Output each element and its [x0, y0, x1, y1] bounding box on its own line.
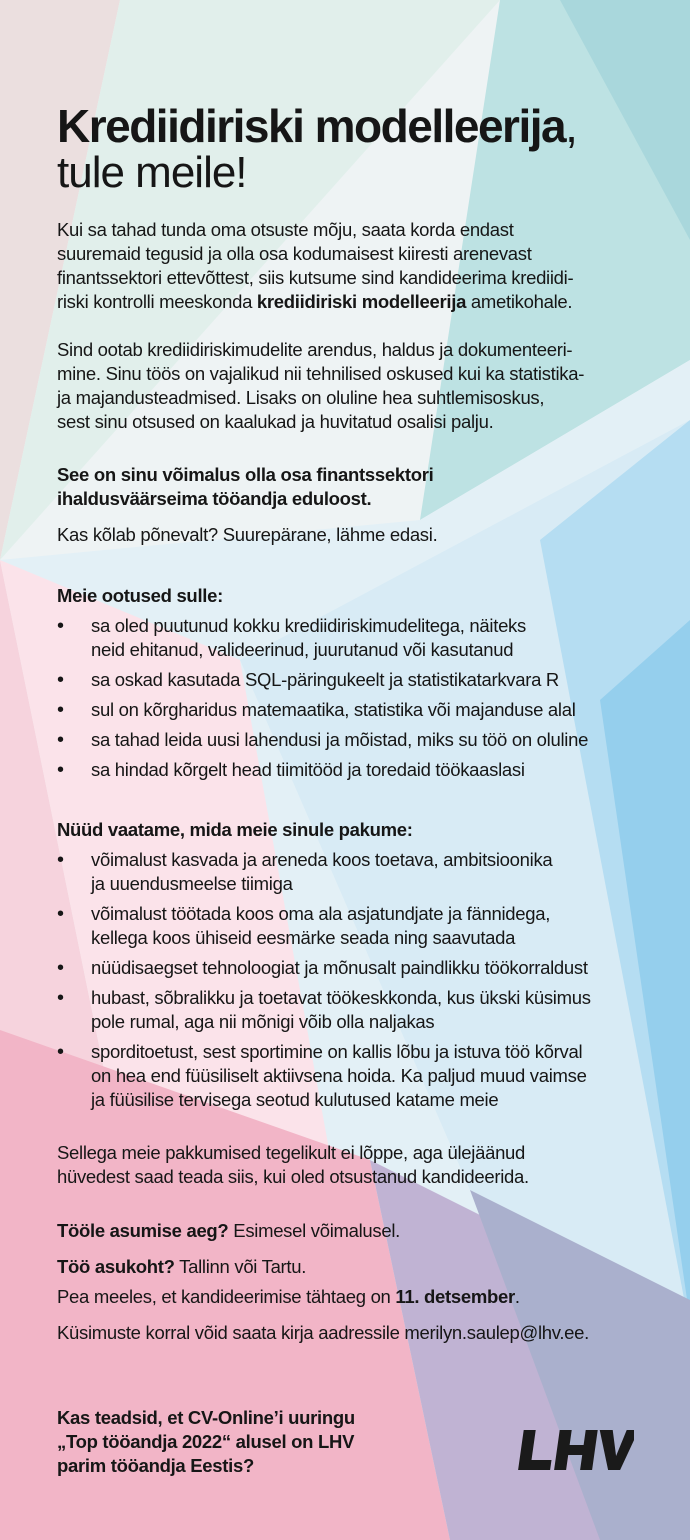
deadline-line: [57, 1285, 520, 1309]
description-line: Sind ootab krediidiriskimudelite arendus, haldus ja dokumenteeri-: [57, 339, 573, 360]
job-title: [57, 100, 576, 152]
footer-line: parim tööandja Eestis?: [57, 1455, 254, 1476]
more-line: hüvedest saad teada siis, kui oled otsustanud kandideerida.: [57, 1166, 529, 1187]
expectations-list: [57, 614, 657, 788]
deadline-suffix: .: [514, 1286, 520, 1307]
offers-list: [57, 848, 657, 1118]
contact-line: Küsimuste korral võid saata kirja aadressile merilyn.saulep@lhv.ee.: [57, 1322, 589, 1343]
work-location: [57, 1255, 306, 1279]
more-benefits-paragraph: [57, 1141, 529, 1189]
deadline-date: 11. detsember: [395, 1286, 515, 1307]
expectations-heading: Meie ootused sulle:: [57, 585, 223, 606]
exciting-line: Kas kõlab põnevalt? Suurepärane, lähme edasi.: [57, 524, 438, 545]
list-item: • võimalust kasvada ja areneda koos toetava, ambitsioonika ja uuendusmeelse tiimiga: [57, 848, 657, 896]
job-subtitle: tule meile!: [57, 148, 247, 197]
list-item: • hubast, sõbralikku ja toetavat töökeskkonda, kus ükski küsimus pole rumal, aga nii mõnigi võib olla naljakas: [57, 986, 657, 1034]
description-line: sest sinu otsused on kaalukad ja huvitatud osalisi palju.: [57, 411, 494, 432]
footer-line: Kas teadsid, et CV-Online’i uuringu: [57, 1407, 355, 1428]
start-time-label: Tööle asumise aeg?: [57, 1220, 229, 1241]
list-item: • sa oskad kasutada SQL-päringukeelt ja statistikatarkvara R: [57, 668, 657, 692]
intro-line: finantssektori ettevõttest, siis kutsume sind kandideerima krediidi-: [57, 267, 574, 288]
intro-line: [57, 290, 573, 314]
list-item: • sa oled puutunud kokku krediidiriskimudelitega, näiteks neid ehitanud, valideerinud, juurutanud või kasutanud: [57, 614, 657, 662]
list-item: • sa tahad leida uusi lahendusi ja mõistad, miks su töö on oluline: [57, 728, 657, 752]
lhv-logo-icon: [516, 1428, 634, 1472]
opportunity-line: See on sinu võimalus olla osa finantssektori: [57, 464, 434, 485]
list-item: • nüüdisaegset tehnoloogiat ja mõnusalt paindlikku töökorraldust: [57, 956, 657, 980]
description-line: ja majandusteadmised. Lisaks on oluline hea suhtlemisoskus,: [57, 387, 545, 408]
more-line: Sellega meie pakkumised tegelikult ei lõppe, aga ülejäänud: [57, 1142, 526, 1163]
job-title-text: Krediidiriski modelleerija: [57, 100, 566, 152]
footer-line: „Top tööandja 2022“ alusel on LHV: [57, 1431, 355, 1452]
start-time-value: Esimesel võimalusel.: [228, 1220, 401, 1241]
description-line: mine. Sinu töös on vajalikud nii tehnilised oskused kui ka statistika-: [57, 363, 585, 384]
intro-line: suuremaid tegusid ja olla osa kodumaisest kiiresti arenevast: [57, 243, 532, 264]
opportunity-statement: [57, 463, 433, 511]
intro-bold-role: krediidiriski modelleerija: [256, 291, 467, 312]
list-item: • sa hindad kõrgelt head tiimitööd ja toredaid töökaaslasi: [57, 758, 657, 782]
list-item: • sul on kõrgharidus matemaatika, statistika või majanduse alal: [57, 698, 657, 722]
intro-paragraph: [57, 218, 573, 314]
intro-prefix: riski kontrolli meeskonda: [57, 291, 257, 312]
start-time: [57, 1219, 400, 1243]
opportunity-line: ihaldusväärseima tööandja eduloost.: [57, 488, 372, 509]
intro-suffix: ametikohale.: [466, 291, 573, 312]
title-comma: ,: [565, 100, 577, 152]
description-paragraph: [57, 338, 584, 434]
location-value: Tallinn või Tartu.: [174, 1256, 307, 1277]
offers-heading: Nüüd vaatame, mida meie sinule pakume:: [57, 819, 413, 840]
list-item: • sporditoetust, sest sportimine on kallis lõbu ja istuva töö kõrval on hea end füüsiliselt aktiivsena hoida. Ka paljud muud vaimse ja füüsilise tervisega seotud kulutused katame meie: [57, 1040, 657, 1112]
footer-fact: [57, 1406, 355, 1478]
deadline-prefix: Pea meeles, et kandideerimise tähtaeg on: [57, 1286, 396, 1307]
list-item: • võimalust töötada koos oma ala asjatundjate ja fännidega, kellega koos ühiseid eesmärke seada ning saavutada: [57, 902, 657, 950]
intro-line: Kui sa tahad tunda oma otsuste mõju, saata korda endast: [57, 219, 514, 240]
location-label: Töö asukoht?: [57, 1256, 175, 1277]
